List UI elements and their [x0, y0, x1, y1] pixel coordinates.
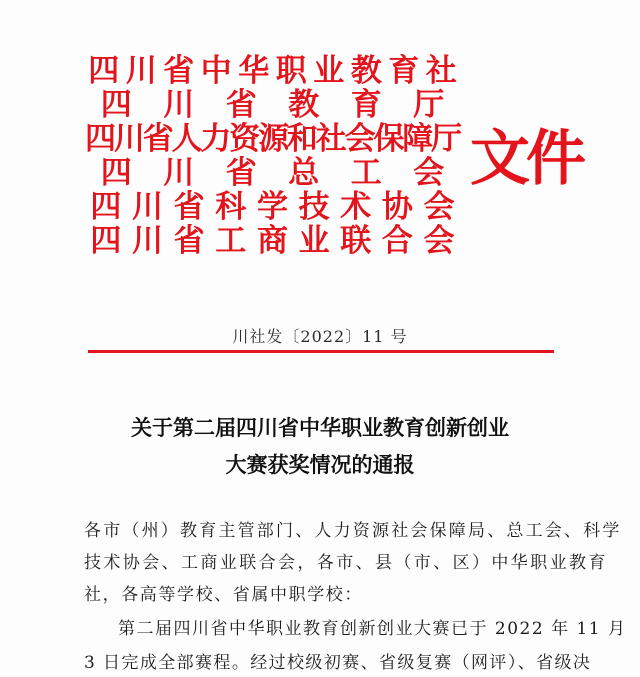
document-type-label: 文件 [470, 124, 582, 194]
body-text-line: 第二届四川省中华职业教育创新创业大赛已于 2022 年 11 月 [118, 619, 627, 639]
issuer-name: 四 川 省 教 育 厅 [100, 88, 445, 122]
body-text-line: 3 日完成全部赛程。经过校级初赛、省级复赛（网评）、省级决 [84, 653, 592, 673]
document-title: 大赛获奖情况的通报 [225, 452, 415, 477]
document-number: 川社发〔2022〕11 号 [232, 327, 408, 346]
document-title: 关于第二届四川省中华职业教育创新创业 [131, 415, 509, 440]
body-text-line: 各市（州）教育主管部门、人力资源社会保障局、总工会、科学 [84, 521, 622, 541]
body-text-line: 社，各高等学校、省属中职学校： [84, 585, 363, 605]
issuer-name: 四川省人力资源和社会保障厅 [85, 122, 463, 156]
issuer-name: 四 川 省 工 商 业 联 合 会 [90, 224, 455, 258]
body-text-line: 技术协会、工商业联合会，各市、县（市、区）中华职业教育 [84, 553, 608, 573]
issuer-name: 四 川 省 总 工 会 [100, 156, 445, 190]
issuer-name: 四 川 省 中 华 职 业 教 育 社 [88, 54, 457, 88]
issuer-list [85, 54, 465, 258]
red-divider [88, 350, 554, 353]
issuer-name: 四 川 省 科 学 技 术 协 会 [90, 190, 455, 224]
